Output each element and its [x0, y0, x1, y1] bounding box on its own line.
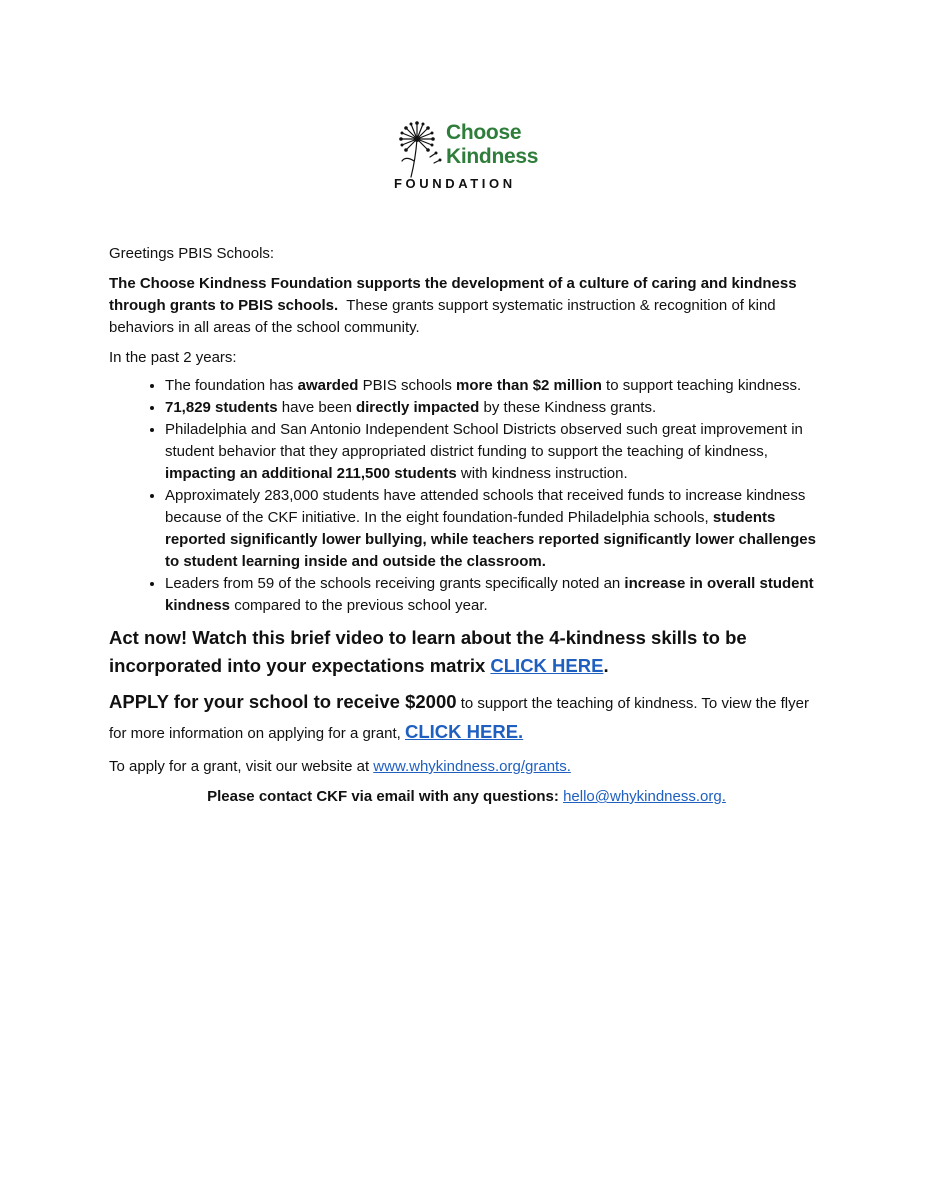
- grants-website-link[interactable]: www.whykindness.org/grants.: [373, 758, 571, 775]
- dandelion-icon: [394, 117, 444, 179]
- bullet-text: Philadelphia and San Antonio Independent School Districts observed such great improvement in student behavior that they appropriated district funding to support the teaching of kindness,: [165, 421, 803, 460]
- bullet-text: Approximately 283,000 students have attended schools that received funds to increase kindness because of the CKF initiative. In the eight foundation-funded Philadelphia schools,: [165, 487, 806, 526]
- contact-text: Please contact CKF via email with any questions: [207, 788, 554, 805]
- bullet-text: The foundation has: [165, 377, 298, 394]
- intro-bold: The Choose Kindness Foundation supports the development of a culture of caring and kindness through grants to PBIS schools.: [109, 275, 797, 314]
- video-click-here-link[interactable]: CLICK HERE: [490, 655, 604, 676]
- list-item: [165, 419, 824, 485]
- contact-paragraph: [109, 786, 824, 808]
- bullet-bold: awarded: [297, 377, 359, 394]
- act-now-period: .: [603, 655, 609, 676]
- bullet-bold: impacting an additional 211,500 students: [165, 465, 457, 482]
- list-item: [165, 397, 824, 419]
- bullet-text: with kindness instruction.: [456, 465, 628, 482]
- choose-kindness-logo: [394, 113, 554, 195]
- bullet-text: to support teaching kindness.: [601, 377, 802, 394]
- bullet-text: have been: [277, 399, 356, 416]
- act-now-heading: [109, 624, 824, 680]
- visit-paragraph: [109, 756, 824, 778]
- logo-word-choose: Choose: [446, 121, 522, 144]
- visit-text: To apply for a grant, visit our website at: [109, 758, 374, 775]
- letter-body: [109, 243, 824, 808]
- bullet-text: by these Kindness grants.: [479, 399, 657, 416]
- flyer-click-here-link[interactable]: CLICK HERE.: [405, 721, 524, 742]
- stats-list: [109, 375, 824, 617]
- act-now-text: Act now! Watch this brief video to learn about the 4-kindness skills to be incorporated into your expectations matrix: [109, 627, 747, 676]
- list-item: [165, 573, 824, 617]
- bullet-text: PBIS schools: [358, 377, 457, 394]
- apply-heading: APPLY for your school to receive $2000: [109, 691, 457, 712]
- bullet-text: Leaders from 59 of the schools receiving grants specifically noted an: [165, 575, 625, 592]
- list-item: [165, 485, 824, 573]
- bullet-bold: students reported significantly lower bullying, while teachers reported significantly lower challenges to student learning inside and outside the classroom.: [165, 509, 816, 570]
- bullet-bold: 71,829 students: [165, 399, 278, 416]
- apply-text: to support the teaching of kindness. To view the flyer for more information on applying for a grant,: [109, 695, 809, 742]
- bullet-text: compared to the previous school year.: [230, 597, 488, 614]
- contact-colon: :: [553, 788, 564, 805]
- bullet-bold: directly impacted: [355, 399, 480, 416]
- greeting: Greetings PBIS Schools:: [109, 245, 275, 262]
- intro-paragraph: [109, 273, 824, 339]
- bullet-bold: increase in overall student kindness: [165, 575, 814, 614]
- apply-paragraph: [109, 688, 824, 748]
- past-years-label: In the past 2 years:: [109, 349, 237, 366]
- logo-word-foundation: FOUNDATION: [394, 176, 516, 191]
- bullet-bold: more than $2 million: [456, 377, 602, 394]
- intro-rest: These grants support systematic instruction & recognition of kind behaviors in all areas of the school community.: [109, 297, 776, 336]
- list-item: [165, 375, 824, 397]
- contact-email-link[interactable]: hello@whykindness.org.: [563, 788, 726, 805]
- logo-word-kindness: Kindness: [446, 145, 539, 168]
